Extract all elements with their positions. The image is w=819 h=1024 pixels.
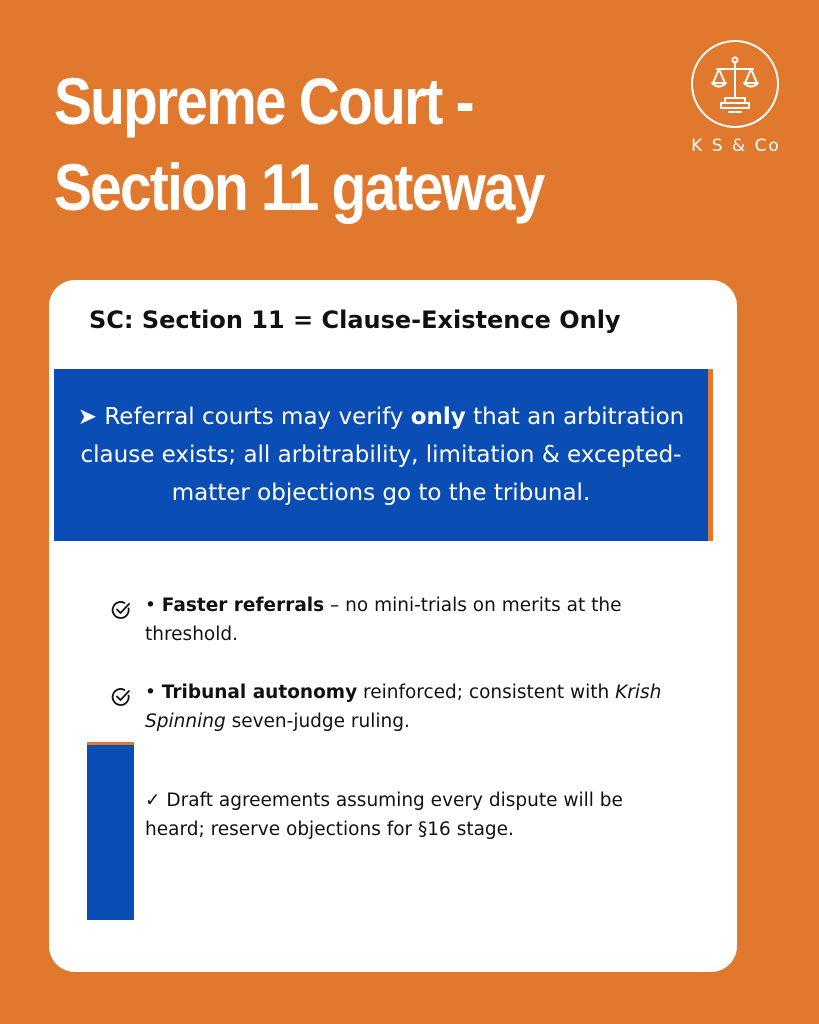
accent-bar — [87, 742, 134, 920]
check-circle-icon — [110, 686, 132, 708]
check-circle-icon — [110, 599, 132, 621]
point-tribunal-autonomy — [110, 678, 670, 736]
highlight-box — [54, 369, 713, 541]
point-text: • Tribunal autonomy reinforced; consistent with Krish Spinning seven-judge ruling. — [145, 682, 662, 732]
content-card — [49, 280, 737, 972]
case-name: Krish Spinning — [145, 682, 662, 732]
point-text: • Faster referrals – no mini-trials on merits at the threshold. — [145, 595, 622, 645]
drafting-tip: ✓ Draft agreements assuming every dispute will be heard; reserve objections for §16 stage. — [145, 790, 623, 840]
highlight-text: ➤ Referral courts may verify only that an arbitration clause exists; all arbitrability, limitation & excepted-matter objections go to the tribunal. — [77, 404, 685, 506]
arrow-icon: ➤ — [77, 404, 98, 430]
highlight-emphasis: only — [410, 404, 466, 430]
point-faster-referrals — [110, 591, 670, 649]
firm-logo — [682, 40, 792, 160]
card-heading: SC: Section 11 = Clause-Existence Only — [89, 306, 621, 334]
logo-text: K S & Co — [691, 136, 781, 156]
title-line-2: Section 11 gateway — [54, 150, 544, 224]
scales-of-justice-icon — [691, 40, 779, 128]
point-emphasis: Faster referrals — [161, 595, 325, 616]
page-title — [54, 58, 570, 230]
point-emphasis: Tribunal autonomy — [161, 682, 358, 703]
title-line-1: Supreme Court - — [54, 64, 473, 138]
